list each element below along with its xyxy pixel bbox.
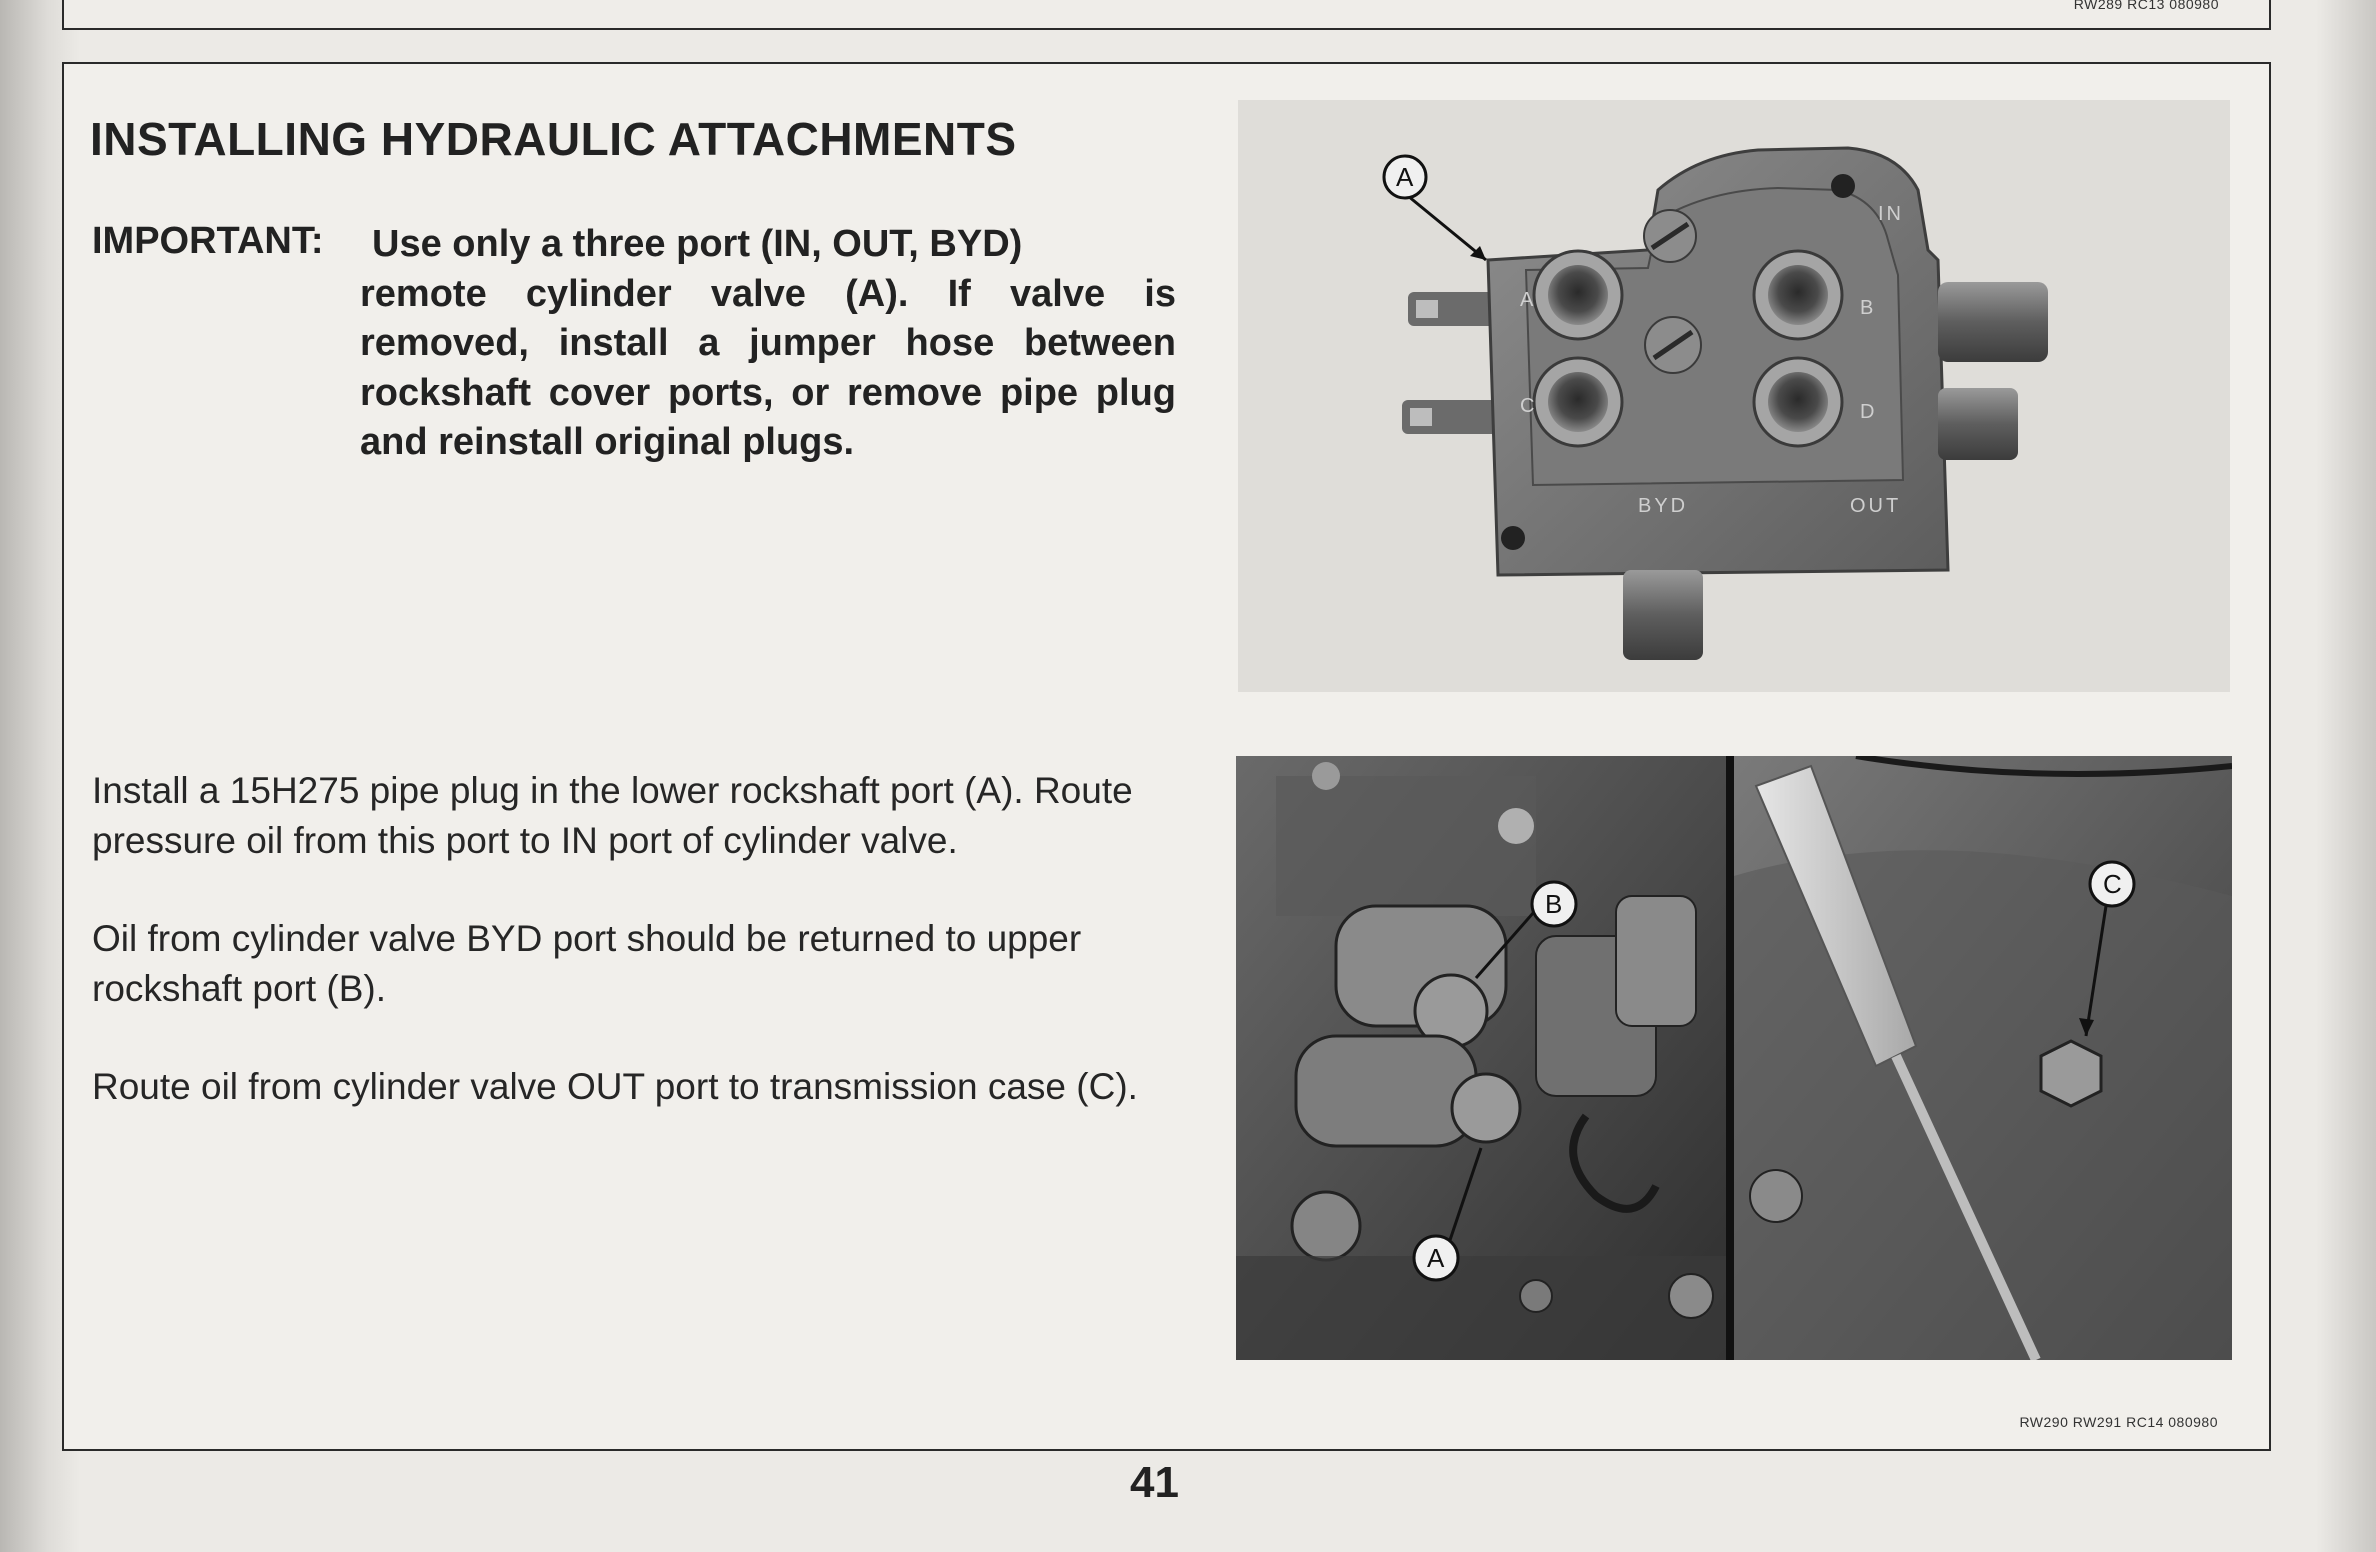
callout-b-label: B xyxy=(1545,889,1563,919)
valve-photo xyxy=(1238,100,2230,692)
important-note-line1: Use only a three port (IN, OUT, BYD) xyxy=(372,223,1023,265)
port-label-byd: BYD xyxy=(1638,495,1689,517)
page-number: 41 xyxy=(1130,1458,1179,1507)
top-figure-code: RW289 RC13 080980 xyxy=(2073,0,2219,12)
instruction-paragraph-1: Install a 15H275 pipe plug in the lower rockshaft port (A). Route pressure oil from this port to IN port of cylinder valve. xyxy=(92,770,1133,861)
rockshaft-photo xyxy=(1236,756,2232,1360)
port-c xyxy=(1548,372,1608,432)
valve-fitting-b xyxy=(1938,282,2048,362)
port-label-in: IN xyxy=(1878,203,1904,225)
port-label-c: C xyxy=(1520,395,1538,417)
page-edge-shadow xyxy=(2316,0,2376,1552)
transmission-case-plug xyxy=(2041,1041,2101,1106)
instruction-paragraph-2: Oil from cylinder valve BYD port should be returned to upper rockshaft port (B). xyxy=(92,918,1082,1009)
instruction-paragraph-3: Route oil from cylinder valve OUT port to transmission case (C). xyxy=(92,1066,1138,1107)
important-label: IMPORTANT: xyxy=(92,220,324,262)
valve-fitting-d xyxy=(1938,388,2018,460)
important-note-rest: remote cylinder valve (A). If valve is removed, install a jumper hose between rockshaft cover ports, or remove pipe plug and reinstall original plugs. xyxy=(360,272,1176,463)
important-note xyxy=(360,220,1176,468)
port-label-a: A xyxy=(1520,289,1537,311)
port-d xyxy=(1768,372,1828,432)
previous-section-frame xyxy=(62,0,2271,30)
port-label-out: OUT xyxy=(1850,495,1902,517)
bottom-figure-code: RW290 RW291 RC14 080980 xyxy=(2019,1414,2218,1430)
lower-rockshaft-port xyxy=(1452,1074,1520,1142)
section-heading: INSTALLING HYDRAULIC ATTACHMENTS xyxy=(90,113,1017,165)
callout-c-label: C xyxy=(2103,869,2122,899)
callout-a2-label: A xyxy=(1427,1243,1445,1273)
port-label-d: D xyxy=(1860,401,1878,423)
rockshaft-elbow-lower xyxy=(1296,1036,1476,1146)
port-label-b: B xyxy=(1860,297,1877,319)
valve-fitting-byd xyxy=(1623,570,1703,660)
port-b xyxy=(1768,265,1828,325)
port-a xyxy=(1548,265,1608,325)
callout-a-label: A xyxy=(1396,162,1414,192)
